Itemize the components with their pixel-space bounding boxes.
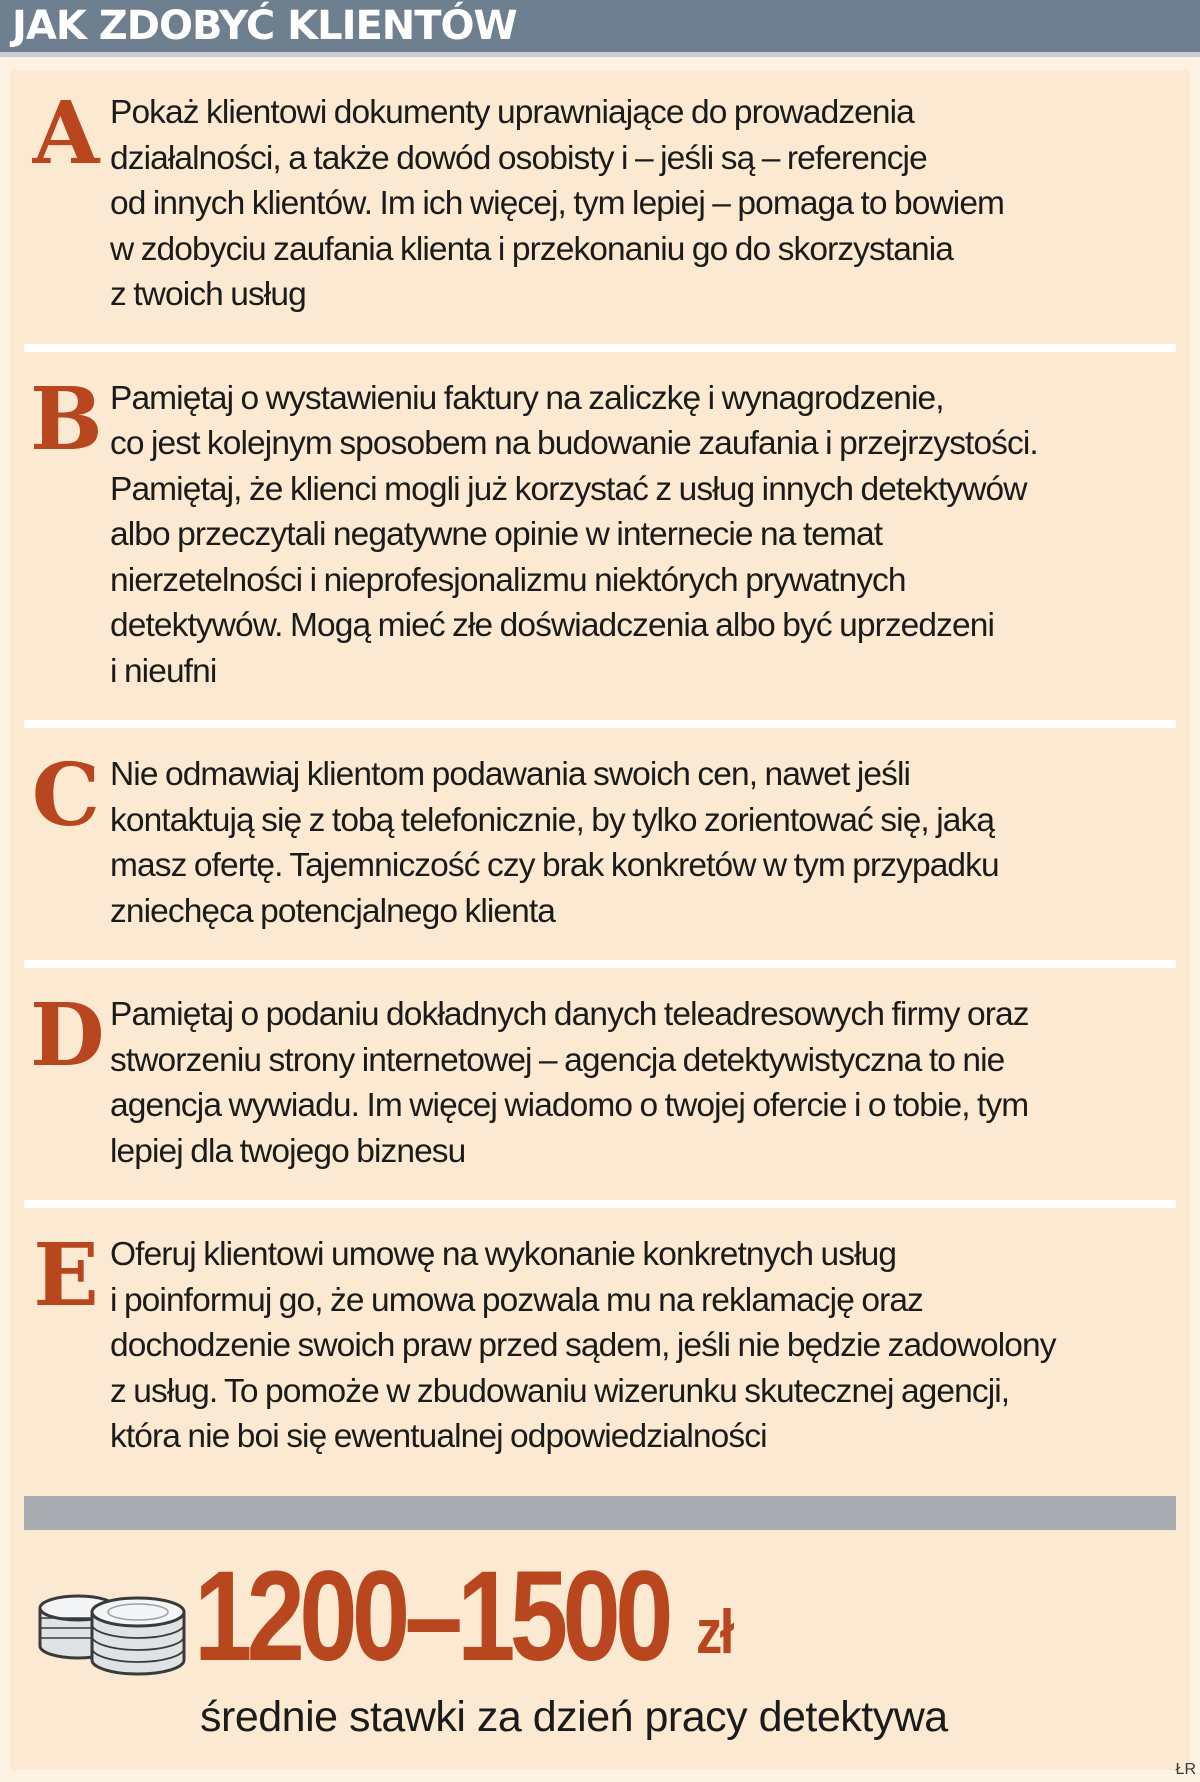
divider	[24, 344, 1176, 352]
header-bar	[0, 0, 1200, 57]
divider	[24, 1200, 1176, 1208]
tips-list	[24, 83, 1176, 1460]
price-section	[24, 1545, 1176, 1758]
tip-text: Nie odmawiaj klientom podawania swoich cen, nawet jeśli kontaktują się z tobą telefonicznie, by tylko zorientować się, jaką masz ofertę. Tajemniczość czy brak konkretów w tym przypadku zniechęca potencjalnego klienta	[110, 756, 999, 930]
price-unit: zł	[696, 1598, 732, 1667]
price-value: 1200–1500	[194, 1545, 668, 1688]
tip-e	[24, 1225, 1176, 1460]
tip-b	[24, 368, 1176, 695]
tip-letter: B	[30, 368, 103, 470]
tip-text: Pamiętaj o wystawieniu faktury na zaliczkę i wynagrodzenie, co jest kolejnym sposobem na budowanie zaufania i przejrzystości. Pamiętaj, że klienci mogli już korzystać z usług innych detektywów albo przeczytali negatywne opinie w internecie na temat nierzetelności i nieprofesjonalizmu niektórych prywatnych detektywów. Mogą mieć złe doświadczenia albo być uprzedzeni i nieufni	[110, 379, 1038, 690]
tip-text: Oferuj klientowi umowę na wykonanie konkretnych usług i poinformuj go, że umowa pozwala mu na reklamację oraz dochodzenie swoich praw przed sądem, jeśli nie będzie zadowolony z usług. To pomoże w zbudowaniu wizerunku skutecznej agencji, która nie boi się ewentualnej odpowiedzialności	[110, 1236, 1056, 1455]
price-caption: średnie stawki za dzień pracy detektywa	[200, 1693, 948, 1741]
tip-text: Pokaż klientowi dokumenty uprawniające do prowadzenia działalności, a także dowód osobisty i – jeśli są – referencje od innych klientów. Im ich więcej, tym lepiej – pomaga to bowiem w zdobyciu zaufania klienta i przekonaniu go do skorzystania z twoich usług	[110, 94, 1005, 313]
page-title: JAK ZDOBYĆ KLIENTÓW	[12, 3, 517, 49]
tip-letter: E	[33, 1225, 99, 1326]
content-panel	[10, 70, 1190, 1770]
section-separator-bar	[24, 1496, 1176, 1530]
divider	[24, 960, 1176, 968]
divider	[24, 720, 1176, 728]
coins-icon	[32, 1568, 192, 1680]
tip-letter: A	[32, 83, 100, 184]
tip-letter: C	[31, 745, 101, 846]
tip-c	[24, 745, 1176, 934]
tip-text: Pamiętaj o podaniu dokładnych danych teleadresowych firmy oraz stworzeniu strony internetowej – agencja detektywistyczna to nie agencja wywiadu. Im więcej wiadomo o twojej ofercie i o tobie, tym lepiej dla twojego biznesu	[110, 996, 1029, 1170]
tip-d	[24, 985, 1176, 1174]
author-credit: ŁR	[1175, 1761, 1196, 1778]
tip-letter: D	[30, 985, 105, 1086]
tip-a	[24, 83, 1176, 318]
